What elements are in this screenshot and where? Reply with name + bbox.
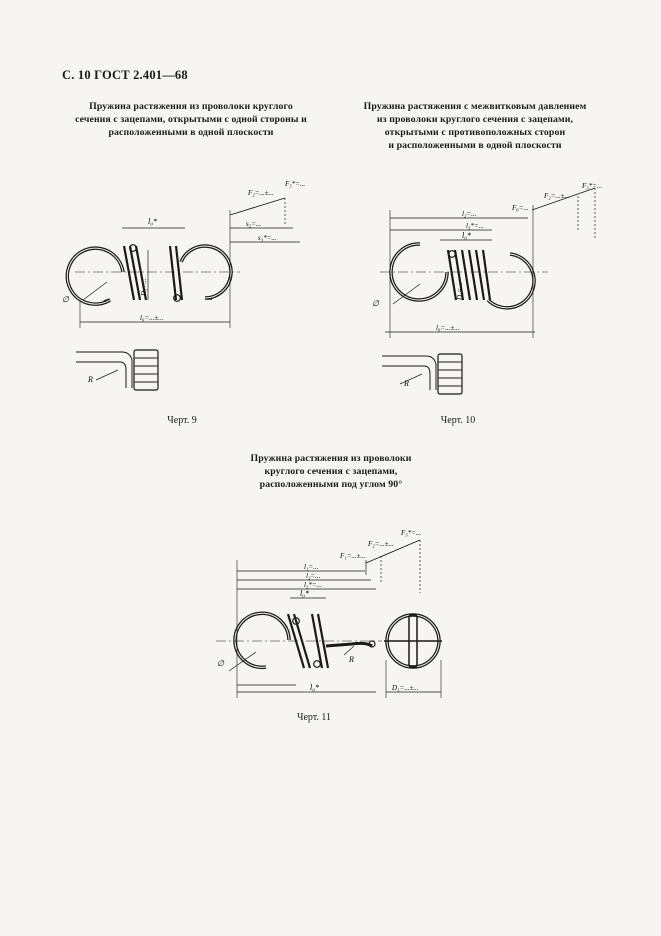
- label-l0-star-top: l₀*: [300, 589, 310, 598]
- label-l0: l₀=...±...: [436, 324, 460, 332]
- label-f0: F₀=...: [512, 204, 529, 212]
- title-line: Пружина растяжения из проволоки круглого: [89, 101, 293, 112]
- label-s2: s₂=...: [246, 220, 262, 228]
- label-f1: F₁=...±...: [340, 552, 366, 560]
- label-l0-star-bottom: l₀*: [310, 683, 320, 692]
- title-line: Пружина растяжения из проволоки: [250, 453, 412, 464]
- label-r: R: [404, 379, 409, 388]
- label-l0-star: l₀*: [462, 231, 472, 240]
- figure-9-caption: Черт. 9: [167, 415, 197, 426]
- title-line: Пружина растяжения с межвитковым давлением: [363, 101, 587, 112]
- label-f2: F₂=...±...: [368, 540, 394, 548]
- label-l3: l₃*=...: [304, 581, 322, 589]
- label-r: R: [349, 655, 354, 664]
- label-s3: s₃*=...: [258, 234, 277, 242]
- label-f3: F₃*=...: [582, 182, 603, 190]
- label-f2: F₂=...±...: [248, 189, 274, 197]
- label-phi: ∅: [62, 295, 69, 304]
- figure-10-caption: Черт. 10: [440, 415, 476, 426]
- title-line: сечения с зацепами, открытыми с одной стороны и: [75, 114, 307, 125]
- figure-11-caption: Черт. 11: [296, 712, 332, 723]
- label-phi: ∅: [372, 299, 379, 308]
- title-line: расположенными под углом 90°: [259, 479, 403, 490]
- page-header: С. 10 ГОСТ 2.401—68: [62, 68, 188, 82]
- label-f3: F₃*=...: [285, 180, 306, 188]
- title-line: и расположенными в одной плоскости: [388, 140, 562, 151]
- label-f2: F₂=...±...: [544, 192, 570, 200]
- label-l2: l₂=...: [462, 210, 477, 218]
- label-l1: l₁=...: [304, 563, 319, 571]
- label-d1: D₁=...: [456, 282, 464, 300]
- label-d1: D₁=...: [140, 278, 148, 296]
- label-l2: l₂=...: [306, 572, 321, 580]
- label-r: R: [88, 375, 93, 384]
- label-l3: l₃*=...: [466, 222, 484, 230]
- title-line: круглого сечения с зацепами,: [264, 466, 398, 477]
- label-l0: l₀=...±...: [140, 314, 164, 322]
- label-f3: F₃*=...: [401, 529, 422, 537]
- label-l0-star: l₀*: [148, 217, 158, 226]
- title-line: открытыми с противоположных сторон: [384, 127, 566, 138]
- label-d1: D₁=...±...: [392, 684, 419, 692]
- label-phi: ∅: [217, 659, 224, 668]
- title-line: из проволоки круглого сечения с зацепами,: [376, 114, 574, 125]
- title-line: расположенными в одной плоскости: [108, 127, 274, 138]
